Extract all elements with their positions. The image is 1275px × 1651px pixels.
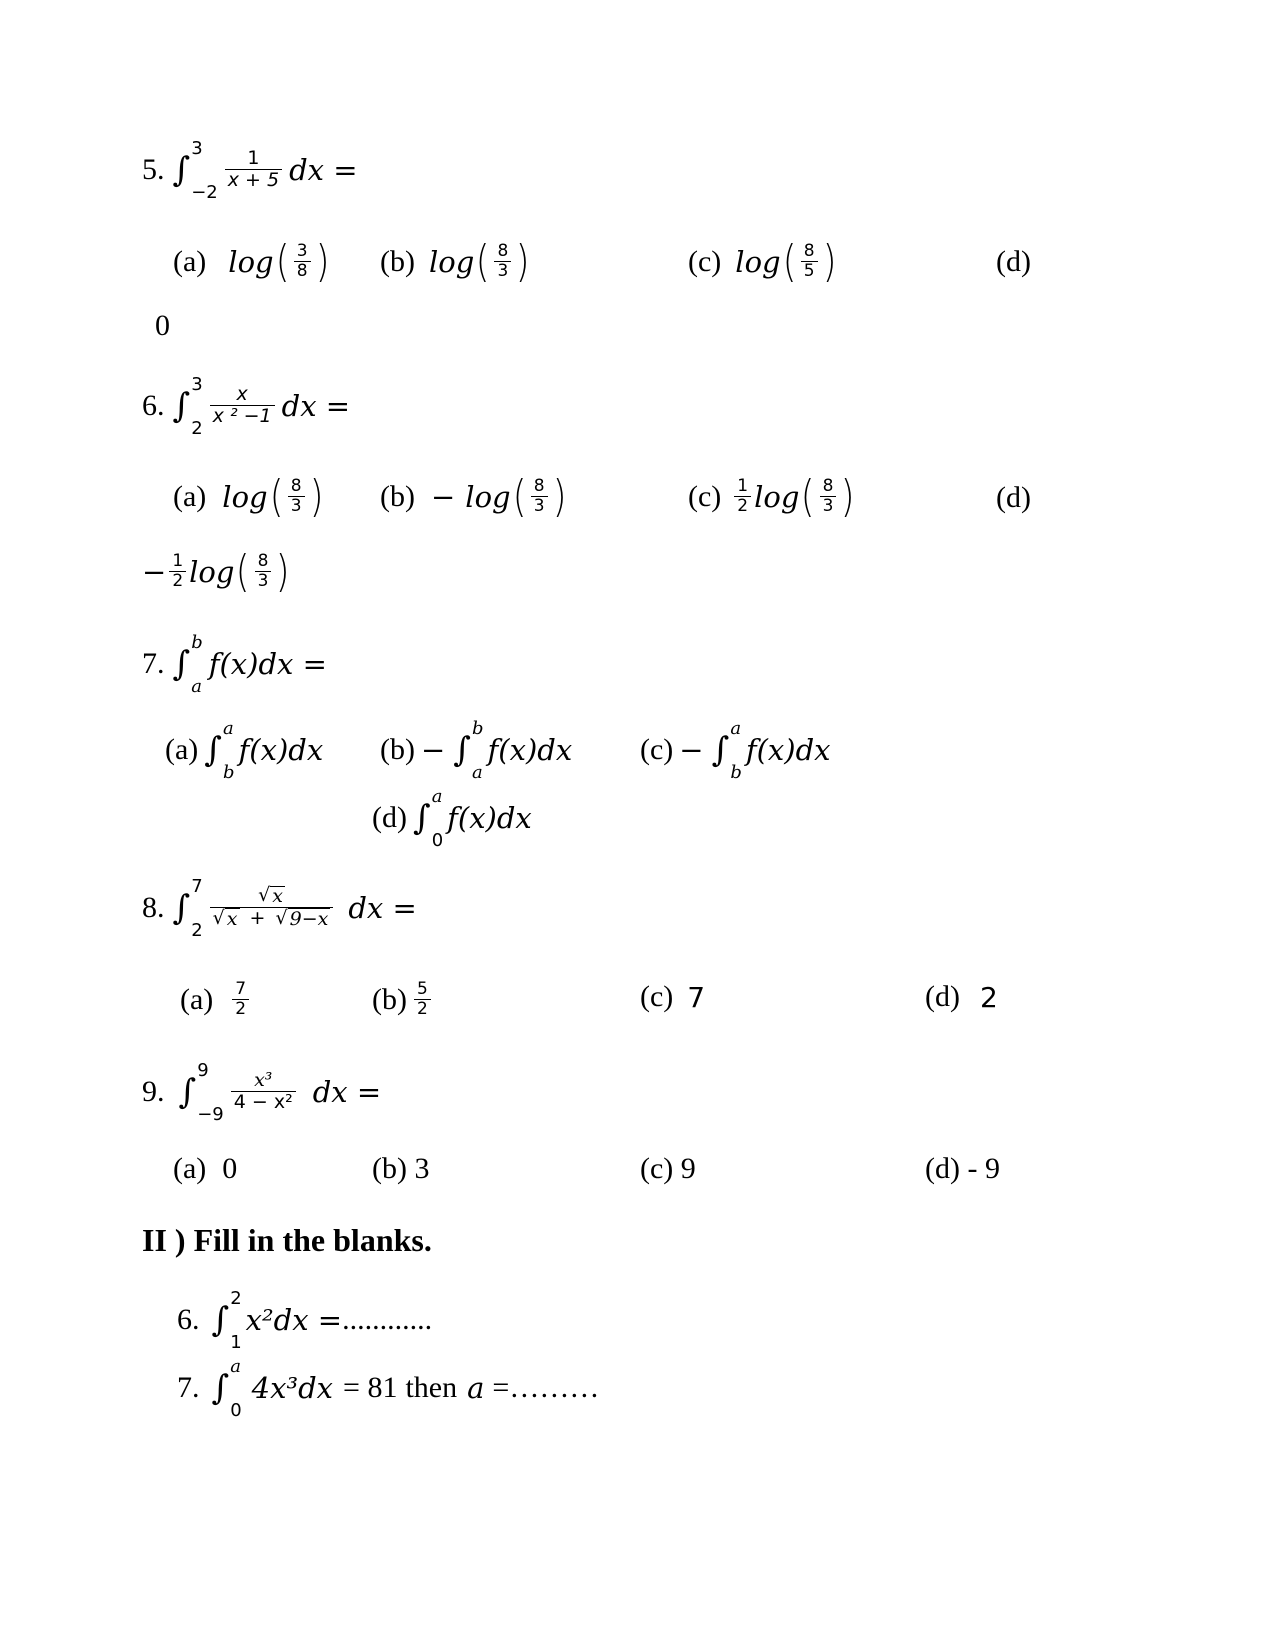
question-6 (142, 374, 351, 439)
integrand-fraction (210, 385, 275, 427)
fraction: $\frac{7}{2}$ (232, 981, 249, 1019)
lower-limit: −2 (191, 182, 218, 203)
minus-sign: − (142, 555, 167, 589)
log-function: log (735, 245, 781, 279)
q8-option-c (640, 980, 705, 1014)
denominator: x ² −1 (210, 405, 275, 427)
integral-symbol: ∫ (453, 730, 472, 770)
minus-sign: − (420, 733, 446, 767)
integral-sign (172, 138, 218, 203)
q8-option-b (372, 970, 434, 1030)
lower-limit: 2 (191, 418, 203, 439)
q5-option-c (688, 232, 838, 292)
minus-sign: − (430, 480, 456, 514)
option-label: (d) (925, 980, 960, 1013)
option-label: (a) (173, 245, 207, 278)
option-label: (b) (380, 245, 415, 278)
log-function: log (222, 480, 268, 514)
q7-option-b (380, 718, 573, 783)
numerator: 1 (247, 147, 260, 170)
q7-option-d (372, 786, 532, 851)
integral-sign (211, 1288, 242, 1353)
q9-option-c: (c) 9 (640, 1152, 696, 1185)
upper-limit: 7 (191, 876, 203, 897)
q8-option-a (180, 970, 252, 1030)
denominator: √ x + √ 9−x (210, 907, 334, 930)
option-label: (a) (180, 983, 214, 1016)
log-function: log (465, 480, 511, 514)
parenthesized-fraction: ( $\frac{3}{8}$ ) (275, 236, 330, 287)
equals-sign: = (492, 1371, 510, 1404)
q7-option-a (165, 718, 324, 783)
lower-limit: a (191, 676, 202, 697)
q5-option-a (173, 232, 331, 292)
q8-option-d (925, 980, 998, 1014)
question-number: 8. (142, 891, 165, 924)
integral-sign (172, 876, 203, 941)
lower-limit: 1 (230, 1332, 242, 1353)
equation-value: = 81 (343, 1371, 398, 1404)
integrand: f(x)dx (487, 733, 573, 767)
integrand-fraction (210, 886, 334, 930)
option-label: (a) (173, 1152, 207, 1185)
question-9 (142, 1060, 382, 1125)
integral-symbol: ∫ (204, 730, 223, 770)
q6-option-d-label: (d) (996, 481, 1031, 514)
denominator: x + 5 (225, 169, 282, 191)
question-8 (142, 876, 417, 940)
integral-symbol: ∫ (711, 730, 730, 770)
question-7 (142, 632, 327, 697)
differential: dx = (312, 1075, 382, 1109)
minus-sign: − (679, 733, 704, 767)
q7-option-c (640, 718, 831, 783)
variable: a (467, 1371, 485, 1405)
fill-blank-6 (177, 1288, 433, 1353)
option-value: 0 (222, 1152, 238, 1185)
q5-option-d-value: 0 (155, 309, 170, 342)
then-text: then (405, 1371, 458, 1404)
parenthesized-fraction: ( $\frac{8}{3}$ ) (512, 471, 567, 522)
integral-sign: ∫ a b (204, 718, 235, 783)
option-value: 7 (687, 980, 706, 1014)
option-label: (c) (640, 980, 674, 1013)
integral-symbol: ∫ (172, 386, 191, 426)
question-number: 6. (177, 1303, 200, 1336)
integral-symbol: ∫ (172, 150, 191, 190)
upper-limit: 2 (230, 1288, 242, 1309)
integral-sign: ∫ a b (711, 718, 742, 783)
q6-option-d-value (142, 542, 292, 602)
integral-symbol: ∫ (172, 644, 191, 684)
integral-symbol: ∫ (178, 1072, 197, 1112)
integral-symbol: ∫ (211, 1368, 230, 1408)
question-number: 6. (142, 389, 165, 422)
integral-sign: ∫ a 0 (412, 786, 444, 851)
option-label: (c) (640, 733, 674, 766)
parenthesized-fraction: ( $\frac{8}{3}$ ) (801, 471, 855, 522)
integrand: 4x³dx (251, 1371, 334, 1405)
q5-option-b (380, 232, 531, 292)
option-value: 2 (979, 980, 998, 1014)
square-root: √ x (212, 907, 238, 931)
differential: dx = (289, 153, 358, 187)
integral-sign (172, 632, 203, 697)
square-root: √ x (258, 884, 283, 908)
option-label: (b) (372, 983, 407, 1016)
numerator: x³ (254, 1069, 273, 1092)
coefficient-fraction: $\frac{1}{2}$ (169, 553, 186, 591)
integral-sign: ∫ b a (453, 718, 484, 783)
upper-limit: b (191, 632, 203, 653)
lower-limit: 2 (191, 920, 203, 941)
option-label: (c) (688, 245, 722, 278)
option-label: (a) (165, 733, 199, 766)
option-label: (b) (380, 480, 415, 513)
answer-blank: ……… (509, 1371, 600, 1404)
integral-sign (211, 1356, 242, 1421)
square-root: √ 9−x (275, 907, 329, 931)
log-function: log (754, 480, 800, 514)
denominator: 4 − x² (231, 1091, 296, 1113)
integral-sign (172, 374, 203, 439)
option-label: (a) (173, 480, 207, 513)
q9-option-d: (d) - 9 (925, 1152, 1000, 1185)
q6-option-b (380, 467, 568, 527)
integrand-fraction (225, 149, 282, 191)
parenthesized-fraction: ( $\frac{8}{3}$ ) (269, 471, 324, 522)
upper-limit: 3 (191, 138, 203, 159)
question-number: 5. (142, 153, 165, 186)
question-number: 9. (142, 1075, 165, 1108)
section-heading: II ) Fill in the blanks. (142, 1222, 432, 1258)
log-function: log (428, 245, 475, 279)
parenthesized-fraction: ( $\frac{8}{3}$ ) (476, 236, 530, 287)
log-function: log (189, 555, 235, 589)
q5-option-d-label: (d) (996, 245, 1031, 278)
option-label: (d) (372, 801, 407, 834)
integrand: f(x)dx (745, 733, 831, 767)
question-5 (142, 138, 358, 203)
numerator: x (236, 383, 248, 406)
upper-limit: 3 (191, 374, 203, 395)
integral-symbol: ∫ (412, 798, 431, 838)
fill-blank-7 (177, 1356, 600, 1421)
q9-option-b: (b) 3 (372, 1152, 430, 1185)
question-number: 7. (177, 1371, 200, 1404)
parenthesized-fraction: ( $\frac{8}{5}$ ) (782, 236, 837, 287)
answer-blank: ............ (342, 1303, 433, 1336)
differential: dx = (281, 389, 351, 423)
coefficient-fraction: $\frac{1}{2}$ (734, 478, 751, 516)
upper-limit: 9 (197, 1060, 209, 1081)
fraction: $\frac{5}{2}$ (414, 981, 431, 1019)
option-label: (b) (380, 733, 415, 766)
numerator (255, 886, 288, 907)
differential: dx = (348, 891, 417, 925)
q9-option-a (173, 1152, 237, 1186)
integrand: f(x)dx (447, 801, 532, 835)
log-function: log (228, 245, 274, 279)
upper-limit: a (230, 1356, 241, 1377)
integrand: f(x)dx = (208, 647, 327, 681)
option-label: (c) (688, 480, 722, 513)
integrand-fraction (231, 1071, 296, 1113)
integrand: x²dx = (245, 1303, 343, 1337)
integral-sign (178, 1060, 224, 1125)
integrand: f(x)dx (238, 733, 324, 767)
integral-symbol: ∫ (172, 888, 191, 928)
integral-symbol: ∫ (211, 1300, 230, 1340)
question-number: 7. (142, 647, 165, 680)
parenthesized-fraction: ( $\frac{8}{3}$ ) (236, 546, 290, 597)
lower-limit: −9 (197, 1104, 224, 1125)
lower-limit: 0 (230, 1400, 242, 1421)
q6-option-c (688, 467, 857, 527)
q6-option-a (173, 467, 325, 527)
